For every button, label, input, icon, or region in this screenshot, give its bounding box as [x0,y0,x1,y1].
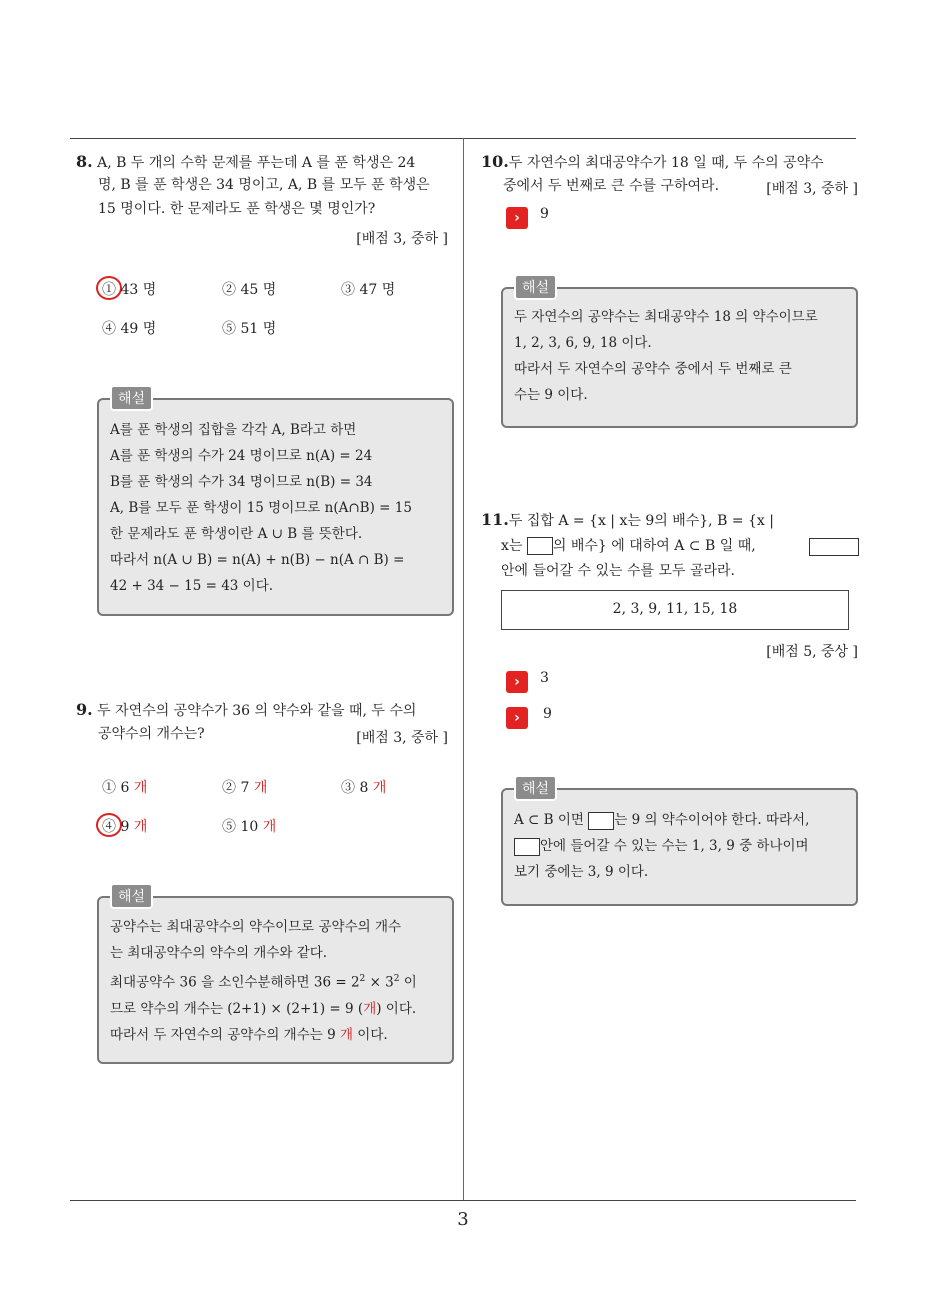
exp-line: 42 + 34 − 15 = 43 이다. [110,578,274,594]
exp-line [110,996,445,1022]
exp-line: 1, 2, 3, 6, 9, 18 이다. [514,335,652,351]
answer-arrow-icon: › [506,707,528,729]
choice-number: ③ 8 [341,780,373,796]
exp-frag: 안에 들어갈 수 있는 수는 1, 3, 9 중 하나이며 [540,838,809,854]
answer-arrow-icon: › [506,671,528,693]
answer-blank [809,538,859,556]
choice-number: ① 6 [102,780,134,796]
explanation-text [110,417,445,599]
answer-blank [588,812,614,830]
question-text-line2: 명, B 를 푼 학생은 34 명이고, A, B 를 모두 푼 학생은 [98,177,430,193]
options-box: 2, 3, 9, 11, 15, 18 [501,590,849,630]
question-text-line3: 안에 들어갈 수 있는 수를 모두 골라라. [501,563,736,579]
score-meta: [배점 5, 중상 ] [766,644,858,660]
explanation-text [514,807,849,885]
explanation-text [514,304,849,408]
answer-blank [527,537,553,555]
explanation-tag: 해설 [110,883,153,909]
exp-frag: 이다. [353,1026,388,1043]
choice-5[interactable]: ⑤ 51 명 [222,321,277,337]
answer-blank [514,838,540,856]
choice-unit: 개 [262,819,277,835]
score-meta: [배점 3, 중하 ] [356,730,448,746]
score-meta: [배점 3, 중하 ] [766,181,858,197]
exp-line [110,966,445,996]
choice-4[interactable] [102,816,147,836]
explanation-tag: 해설 [110,385,153,411]
exp-line: B를 푼 학생의 수가 34 명이므로 n(B) = 34 [110,474,373,490]
exp-line: 한 문제라도 푼 학생이란 A ∪ B 를 뜻한다. [110,526,363,542]
exp-frag: 최대공약수 36 을 소인수분해하면 36 = 2 [110,974,360,991]
exponent: 2 [359,974,366,984]
exp-frag: 이 [399,974,417,991]
exp-frag: × 3 [365,974,394,991]
explanation-text [110,914,445,1048]
column-divider [463,138,464,1201]
exp-line: 는 최대공약수의 약수의 개수와 같다. [110,945,328,961]
question-number: 9. [76,700,93,719]
exp-line [110,1022,445,1048]
choice-unit: 개 [133,780,148,796]
choice-2[interactable]: ② 45 명 [222,282,277,298]
question-text-line2: 중에서 두 번째로 큰 수를 구하여라. [503,178,720,194]
question-number: 11. [481,510,509,529]
bottom-rule [70,1200,856,1201]
explanation-tag: 해설 [514,775,557,801]
question-text-line2: 공약수의 개수는? [98,726,205,742]
question-text-line2 [501,535,859,558]
text-frag: 의 배수} 에 대하여 A ⊂ B 일 때, [552,538,756,554]
exp-frag: 므로 약수의 개수는 (2+1) × (2+1) = 9 ( [110,1000,364,1017]
exp-line: 보기 중에는 3, 9 이다. [514,864,649,880]
exp-line [514,807,849,833]
exp-line: 두 자연수의 공약수는 최대공약수 18 의 약수이므로 [514,309,818,325]
exp-line [514,833,849,859]
exp-frag: A ⊂ B 이면 [514,812,589,828]
answer-value: 9 [540,206,549,222]
exp-line: 수는 9 이다. [514,387,588,403]
exp-frag: 는 9 의 약수이어야 한다. 따라서, [614,812,810,828]
choice-unit: 개 [372,780,387,796]
choice-number: ⑤ 10 [222,819,263,835]
question-text-line1: 두 집합 A = {x | x는 9의 배수}, B = {x | [508,513,774,529]
exp-line: A를 푼 학생의 수가 24 명이므로 n(A) = 24 [110,448,373,464]
exp-line: 공약수는 최대공약수의 약수이므로 공약수의 개수 [110,919,402,935]
exp-unit: 개 [363,1000,377,1017]
choice-number: ④ 9 [102,819,134,835]
choice-number: ② 7 [222,780,254,796]
exponent: 2 [393,974,400,984]
exp-line: A를 푼 학생의 집합을 각각 A, B라고 하면 [110,422,357,438]
page-number: 3 [457,1209,469,1230]
exp-frag: ) 이다. [376,1000,417,1017]
choice-1[interactable]: ① 43 명 [102,282,157,298]
exp-line: 따라서 n(A ∪ B) = n(A) + n(B) − n(A ∩ B) = [110,552,405,568]
choice-4[interactable]: ④ 49 명 [102,321,157,337]
choice-unit: 개 [133,819,148,835]
choice-3[interactable] [341,777,386,797]
text-frag: x는 [501,538,527,554]
score-meta: [배점 3, 중하 ] [356,231,448,247]
exp-frag: 따라서 두 자연수의 공약수의 개수는 9 [110,1026,340,1043]
answer-arrow-icon: › [506,207,528,229]
question-text-line1: 두 자연수의 공약수가 36 의 약수와 같을 때, 두 수의 [97,703,417,719]
choice-1[interactable] [102,777,147,797]
question-number: 8. [76,152,93,171]
exp-line: 따라서 두 자연수의 공약수 중에서 두 번째로 큰 [514,361,792,377]
choice-3[interactable]: ③ 47 명 [341,282,396,298]
answer-value: 9 [543,706,552,722]
exp-line: A, B를 모두 푼 학생이 15 명이므로 n(A∩B) = 15 [110,500,412,516]
exp-unit: 개 [339,1026,353,1043]
explanation-tag: 해설 [514,274,557,300]
question-text-line1: 두 자연수의 최대공약수가 18 일 때, 두 수의 공약수 [508,155,824,171]
choice-unit: 개 [253,780,268,796]
question-text-line3: 15 명이다. 한 문제라도 푼 학생은 몇 명인가? [98,201,376,217]
answer-value: 3 [540,670,549,686]
choice-5[interactable] [222,816,276,836]
question-text-line1: A, B 두 개의 수학 문제를 푸는데 A 를 푼 학생은 24 [97,155,416,171]
question-number: 10. [481,152,509,171]
choice-2[interactable] [222,777,267,797]
